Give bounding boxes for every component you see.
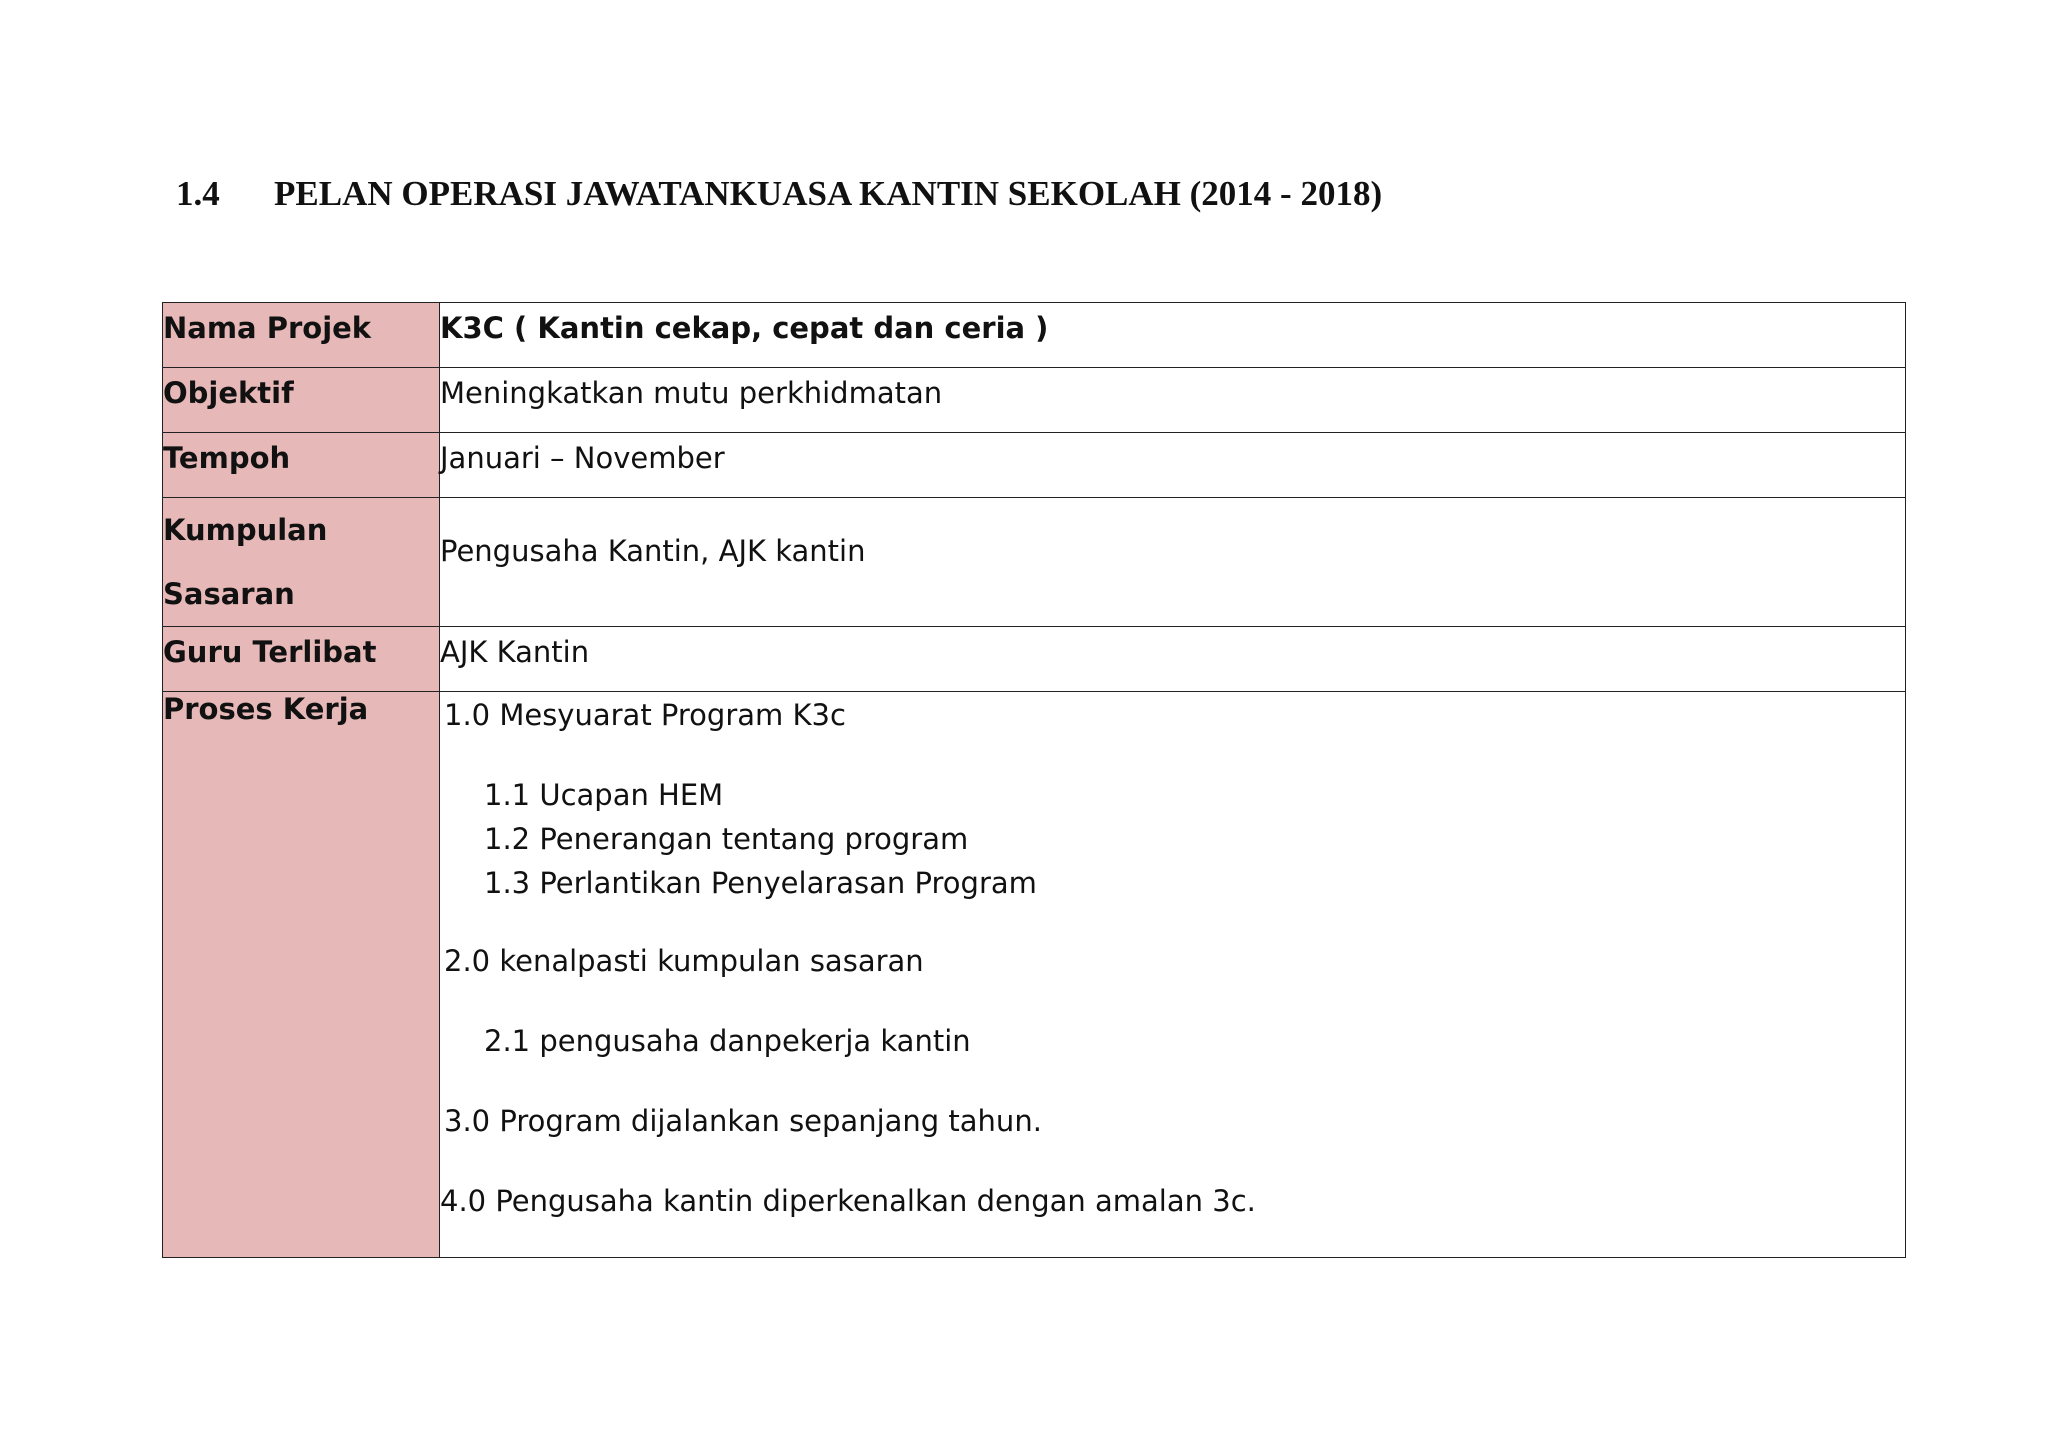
table-row-tempoh: [163, 433, 1906, 498]
label-guru-terlibat: Guru Terlibat: [163, 627, 440, 692]
proses-step-1-3: 1.3 Perlantikan Penyelarasan Program: [484, 866, 1037, 900]
value-guru-terlibat: AJK Kantin: [440, 627, 1906, 692]
section-title: PELAN OPERASI JAWATANKUASA KANTIN SEKOLAH (2014 - 2018): [274, 174, 1383, 213]
table-row-objektif: [163, 368, 1906, 433]
label-sasaran-line: Sasaran: [163, 577, 295, 611]
proses-step-1-2: 1.2 Penerangan tentang program: [484, 822, 969, 856]
document-heading: [176, 174, 1382, 214]
label-proses-kerja: Proses Kerja: [163, 692, 440, 1258]
label-tempoh: Tempoh: [163, 433, 440, 498]
value-tempoh: Januari – November: [440, 433, 1906, 498]
table-row-kumpulan-sasaran: [163, 498, 1906, 627]
proses-step-1-1: 1.1 Ucapan HEM: [484, 778, 724, 812]
value-objektif: Meningkatkan mutu perkhidmatan: [440, 368, 1906, 433]
proses-step-1-0: 1.0 Mesyuarat Program K3c: [444, 698, 846, 732]
value-nama-projek: K3C ( Kantin cekap, cepat dan ceria ): [440, 303, 1906, 368]
proses-step-3-0: 3.0 Program dijalankan sepanjang tahun.: [444, 1104, 1042, 1138]
proses-step-4-0: 4.0 Pengusaha kantin diperkenalkan dengan amalan 3c.: [440, 1184, 1256, 1218]
label-kumpulan-sasaran: [163, 498, 440, 627]
proses-step-list: [440, 692, 1905, 1218]
table-row-proses-kerja: [163, 692, 1906, 1258]
plan-table: [162, 302, 1906, 1258]
table-row-guru-terlibat: [163, 627, 1906, 692]
section-number: 1.4: [176, 174, 220, 213]
proses-step-2-1: 2.1 pengusaha danpekerja kantin: [484, 1024, 971, 1058]
value-kumpulan-sasaran: Pengusaha Kantin, AJK kantin: [440, 498, 1906, 627]
table-row-nama-projek: [163, 303, 1906, 368]
value-proses-kerja: [440, 692, 1906, 1258]
label-nama-projek: Nama Projek: [163, 303, 440, 368]
label-objektif: Objektif: [163, 368, 440, 433]
proses-step-2-0: 2.0 kenalpasti kumpulan sasaran: [444, 944, 924, 978]
label-kumpulan-line: Kumpulan: [163, 513, 328, 547]
